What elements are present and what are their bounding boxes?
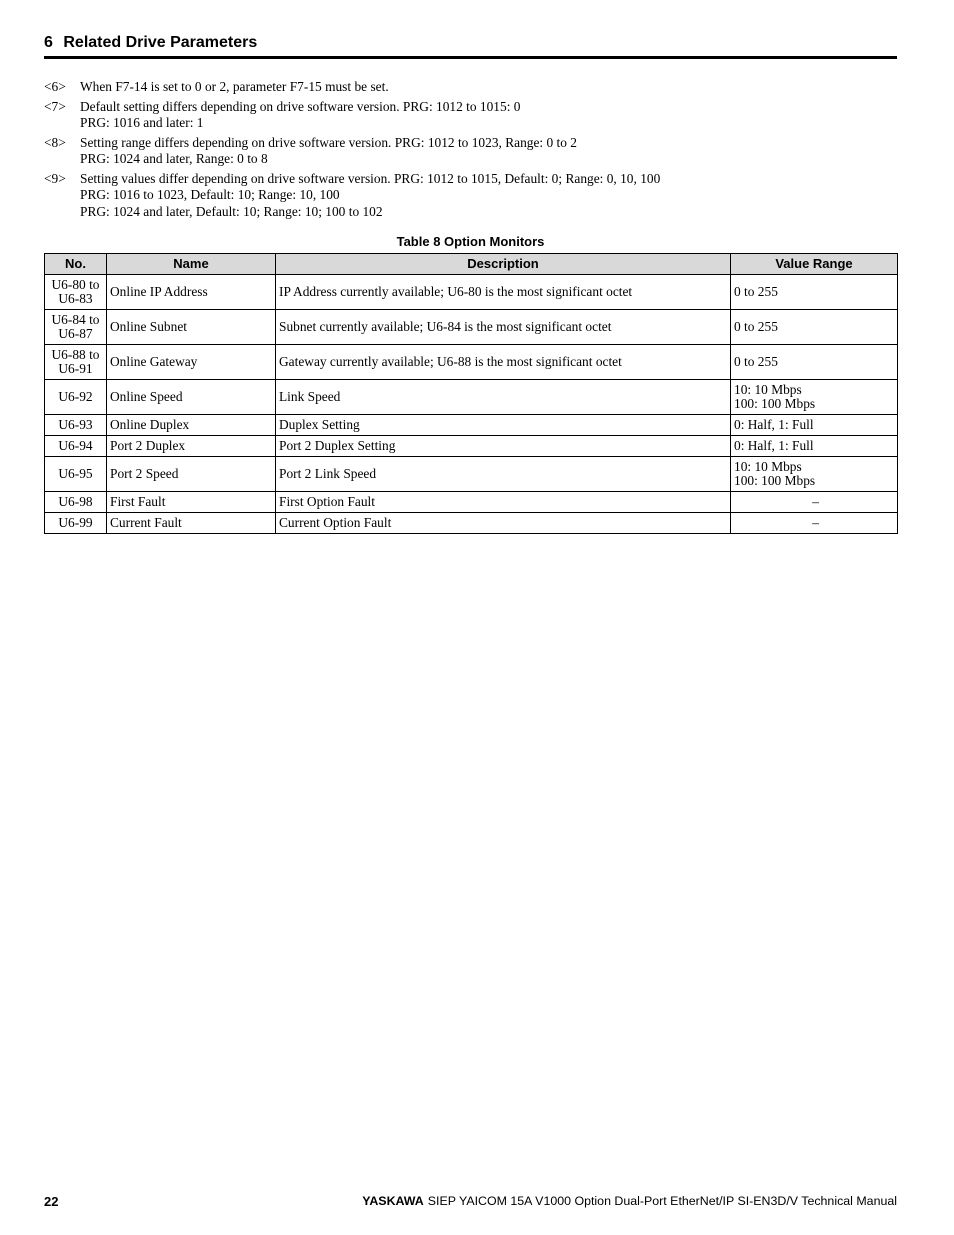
cell-value-range <box>731 436 898 457</box>
cell-no <box>45 492 107 513</box>
footnote-line: PRG: 1016 and later: 1 <box>80 115 204 130</box>
cell-description: Duplex Setting <box>276 415 731 436</box>
cell-no-line: U6-87 <box>58 326 93 341</box>
cell-no <box>45 457 107 492</box>
page-number: 22 <box>44 1194 59 1209</box>
cell-value-range <box>731 275 898 310</box>
footnote-tag: <7> <box>44 98 66 114</box>
footnote-tag: <9> <box>44 170 66 186</box>
cell-name: Port 2 Speed <box>107 457 276 492</box>
footnote <box>44 79 897 96</box>
footnote <box>44 135 897 168</box>
cell-value-range <box>731 310 898 345</box>
cell-description: Port 2 Link Speed <box>276 457 731 492</box>
cell-name: Online Speed <box>107 380 276 415</box>
manual-title-text: SIEP YAICOM 15A V1000 Option Dual-Port EtherNet/IP SI-EN3D/V Technical Manual <box>427 1194 897 1208</box>
cell-name: First Fault <box>107 492 276 513</box>
footnote-line: When F7-14 is set to 0 or 2, parameter F7-15 must be set. <box>80 79 389 94</box>
footnote-line: Setting values differ depending on drive software version. PRG: 1012 to 1015, Default: 0; Range: 0, 10, 100 <box>80 170 661 186</box>
cell-no <box>45 513 107 534</box>
cell-name: Online Gateway <box>107 345 276 380</box>
table-header-row <box>45 254 898 275</box>
cell-no-line: U6-99 <box>58 515 93 530</box>
table-row <box>45 275 898 310</box>
table-row <box>45 380 898 415</box>
footnotes <box>44 79 897 223</box>
cell-description: Link Speed <box>276 380 731 415</box>
cell-value-range-line: 10: 10 Mbps <box>734 382 802 397</box>
cell-value-range-line: – <box>812 494 819 509</box>
cell-no-line: U6-98 <box>58 494 93 509</box>
option-monitors-table <box>44 253 898 534</box>
table-row <box>45 415 898 436</box>
cell-no <box>45 415 107 436</box>
cell-value-range <box>731 492 898 513</box>
brand-name: YASKAWA <box>362 1194 424 1208</box>
table-caption: Table 8 Option Monitors <box>396 234 545 249</box>
table-row <box>45 492 898 513</box>
table-row <box>45 513 898 534</box>
cell-no-line: U6-88 to <box>51 347 100 362</box>
header-name: Name <box>107 254 276 275</box>
section-number: 6 <box>44 34 53 51</box>
manual-title <box>362 1194 897 1208</box>
cell-value-range <box>731 415 898 436</box>
cell-no <box>45 310 107 345</box>
cell-description: Gateway currently available; U6-88 is the most significant octet <box>276 345 731 380</box>
cell-no-line: U6-94 <box>58 438 93 453</box>
cell-no-line: U6-92 <box>58 389 93 404</box>
table-row <box>45 436 898 457</box>
header-description: Description <box>276 254 731 275</box>
cell-no-line: U6-93 <box>58 417 93 432</box>
footnote <box>44 99 897 132</box>
cell-no-line: U6-83 <box>58 291 93 306</box>
cell-value-range-line: 100: 100 Mbps <box>734 473 816 488</box>
cell-value-range-line: – <box>812 515 819 530</box>
cell-value-range <box>731 457 898 492</box>
footnote-line: Default setting differs depending on drive software version. PRG: 1012 to 1015: 0 <box>80 98 521 114</box>
cell-no-line: U6-91 <box>58 361 93 376</box>
footnote-line: PRG: 1024 and later, Range: 0 to 8 <box>80 151 268 166</box>
cell-no <box>45 345 107 380</box>
cell-no <box>45 275 107 310</box>
cell-value-range-line: 10: 10 Mbps <box>734 459 802 474</box>
table-row <box>45 310 898 345</box>
cell-description: Port 2 Duplex Setting <box>276 436 731 457</box>
cell-no <box>45 380 107 415</box>
cell-no-line: U6-84 to <box>51 312 100 327</box>
footnote-tag: <6> <box>44 79 66 94</box>
table-row <box>45 345 898 380</box>
cell-name: Online IP Address <box>107 275 276 310</box>
cell-value-range-line: 0 to 255 <box>734 284 778 299</box>
cell-value-range-line: 0: Half, 1: Full <box>734 438 814 453</box>
section-title: Related Drive Parameters <box>63 34 258 51</box>
cell-value-range-line: 0 to 255 <box>734 319 778 334</box>
cell-value-range <box>731 513 898 534</box>
cell-value-range-line: 0 to 255 <box>734 354 778 369</box>
cell-name: Port 2 Duplex <box>107 436 276 457</box>
cell-description: IP Address currently available; U6-80 is the most significant octet <box>276 275 731 310</box>
cell-name: Current Fault <box>107 513 276 534</box>
cell-name: Online Subnet <box>107 310 276 345</box>
cell-value-range-line: 0: Half, 1: Full <box>734 417 814 432</box>
cell-name: Online Duplex <box>107 415 276 436</box>
cell-no-line: U6-80 to <box>51 277 100 292</box>
table-row <box>45 457 898 492</box>
footnote-tag: <8> <box>44 134 66 150</box>
cell-description: First Option Fault <box>276 492 731 513</box>
cell-value-range <box>731 345 898 380</box>
cell-value-range-line: 100: 100 Mbps <box>734 396 816 411</box>
section-header <box>44 33 897 59</box>
cell-description: Current Option Fault <box>276 513 731 534</box>
footnote-line: PRG: 1024 and later, Default: 10; Range: 10; 100 to 102 <box>80 203 383 219</box>
cell-no-line: U6-95 <box>58 466 93 481</box>
header-no: No. <box>45 254 107 275</box>
footnote-line: Setting range differs depending on drive software version. PRG: 1012 to 1023, Range: 0 to 2 <box>80 134 577 150</box>
cell-no <box>45 436 107 457</box>
footnote <box>44 171 897 221</box>
cell-value-range <box>731 380 898 415</box>
header-value-range: Value Range <box>731 254 898 275</box>
footnote-line: PRG: 1016 to 1023, Default: 10; Range: 10, 100 <box>80 187 340 202</box>
cell-description: Subnet currently available; U6-84 is the most significant octet <box>276 310 731 345</box>
